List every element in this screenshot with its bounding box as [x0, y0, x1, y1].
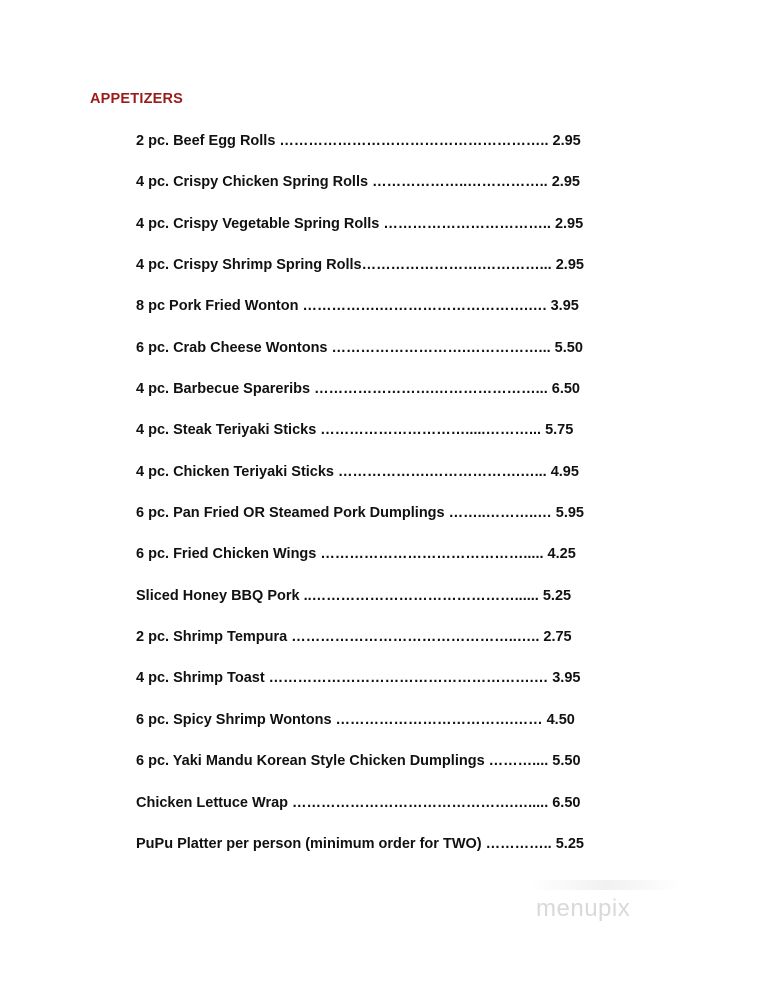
menu-item: 6 pc. Pan Fried OR Steamed Pork Dumplings ……..………..… 5.95	[136, 505, 584, 522]
menu-item: 2 pc. Beef Egg Rolls ……………………………………………….. 2.95	[136, 133, 581, 149]
menu-item: 4 pc. Barbecue Spareribs …………………….…………………... 6.50	[136, 381, 580, 398]
menu-item: 2 pc. Shrimp Tempura ………………………………………..….. 2.75	[136, 629, 572, 646]
menu-item: 4 pc. Chicken Teriyaki Sticks ……………….……………….…... 4.95	[136, 463, 579, 480]
menu-item: Sliced Honey BBQ Pork ..……………………………………...... 5.25	[136, 587, 572, 604]
section-title: APPETIZERS	[90, 91, 184, 107]
menu-list	[136, 132, 616, 876]
menu-item: 6 pc. Yaki Mandu Korean Style Chicken Dumplings ……….... 5.50	[136, 753, 581, 770]
watermark-logo: menupix	[536, 895, 631, 922]
menu-item: 4 pc. Shrimp Toast ……………………………………………….… 3.95	[136, 670, 581, 687]
menu-item: Chicken Lettuce Wrap ……………………………………….…..... 6.50	[136, 794, 581, 811]
menu-item: 6 pc. Fried Chicken Wings ……………………………………..... 4.25	[136, 546, 576, 563]
menu-item: 4 pc. Crispy Chicken Spring Rolls ………………..…………….. 2.95	[136, 174, 580, 191]
menu-item: 4 pc. Steak Teriyaki Sticks ………………………….....………... 5.75	[136, 422, 574, 439]
menu-item: 4 pc. Crispy Vegetable Spring Rolls …………………………….. 2.95	[136, 215, 584, 232]
menu-item: 8 pc Pork Fried Wonton …………….………………………….…. 3.95	[136, 298, 579, 315]
menu-item: 6 pc. Crab Cheese Wontons ……………………….……………... 5.50	[136, 339, 583, 356]
watermark-bar	[530, 880, 680, 890]
menu-item: PuPu Platter per person (minimum order for TWO) ………….. 5.25	[136, 835, 584, 852]
menu-item: 6 pc. Spicy Shrimp Wontons ……………………………….…… 4.50	[136, 711, 575, 728]
menu-item: 4 pc. Crispy Shrimp Spring Rolls…………………….…………... 2.95	[136, 257, 584, 274]
